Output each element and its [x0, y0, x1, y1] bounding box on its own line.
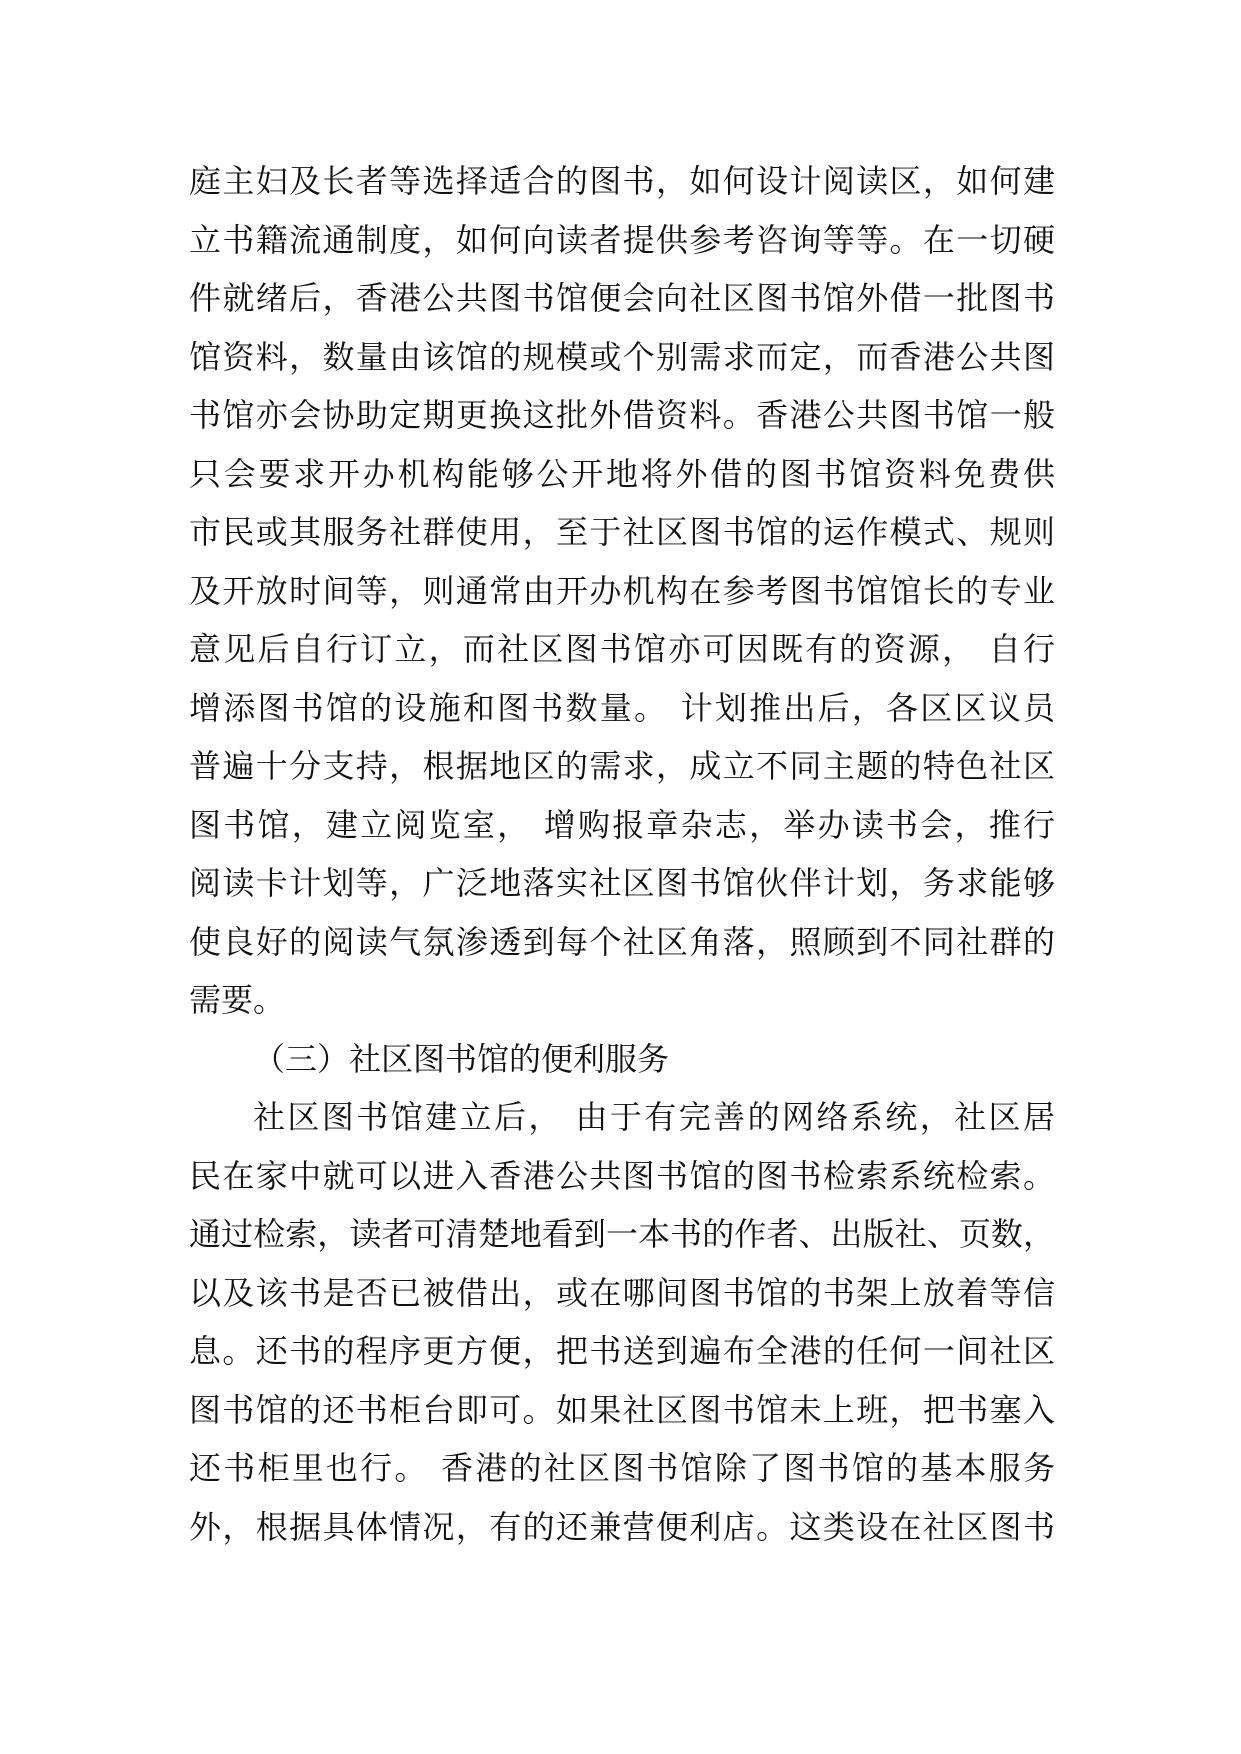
paragraph-line: 阅读卡计划等，广泛地落实社区图书馆伙伴计划，务求能够: [189, 864, 1055, 902]
body-paragraph-1: [189, 152, 1055, 1030]
paragraph-last-line: 需要。: [189, 981, 286, 1019]
paragraph-line: 增添图书馆的设施和图书数量。 计划推出后，各区区议员: [189, 688, 1055, 727]
paragraph-line: 还书柜里也行。 香港的社区图书馆除了图书馆的基本服务: [189, 1449, 1055, 1487]
paragraph-line: 书馆亦会协助定期更换这批外借资料。香港公共图书馆一般: [189, 396, 1055, 434]
paragraph-line: 市民或其服务社群使用，至于社区图书馆的运作模式、规则: [189, 513, 1055, 551]
paragraph-line: 息。还书的程序更方便，把书送到遍布全港的任何一间社区: [189, 1332, 1055, 1370]
paragraph-line: 件就绪后，香港公共图书馆便会向社区图书馆外借一批图书: [189, 279, 1055, 317]
document-body: [189, 152, 1055, 1556]
paragraph-line: 使良好的阅读气氛渗透到每个社区角落，照顾到不同社群的: [189, 922, 1055, 961]
paragraph-line: 图书馆的还书柜台即可。如果社区图书馆未上班，把书塞入: [189, 1390, 1055, 1429]
paragraph-first-line: 社区图书馆建立后， 由于有完善的网络系统，社区居: [253, 1098, 1055, 1136]
section-heading: （三）社区图书馆的便利服务: [253, 1039, 670, 1078]
paragraph-line: 普遍十分支持，根据地区的需求，成立不同主题的特色社区: [189, 747, 1055, 785]
paragraph-line: 外，根据具体情况，有的还兼营便利店。这类设在社区图书: [189, 1507, 1055, 1546]
body-paragraph-2: [189, 1088, 1055, 1556]
paragraph-line: 立书籍流通制度，如何向读者提供参考咨询等等。在一切硬: [189, 220, 1055, 259]
paragraph-line: 庭主妇及长者等选择适合的图书，如何设计阅读区，如何建: [189, 162, 1055, 200]
paragraph-line: 意见后自行订立，而社区图书馆亦可因既有的资源， 自行: [189, 630, 1055, 668]
paragraph-line: 以及该书是否已被借出，或在哪间图书馆的书架上放着等信: [189, 1273, 1055, 1312]
paragraph-line: 馆资料，数量由该馆的规模或个别需求而定，而香港公共图: [189, 337, 1055, 376]
paragraph-line: 只会要求开办机构能够公开地将外借的图书馆资料免费供: [189, 454, 1055, 493]
paragraph-line: 图书馆，建立阅览室， 增购报章杂志，举办读书会，推行: [189, 805, 1055, 844]
paragraph-line: 民在家中就可以进入香港公共图书馆的图书检索系统检索。: [189, 1156, 1055, 1195]
paragraph-line: 通过检索，读者可清楚地看到一本书的作者、出版社、页数，: [189, 1215, 1055, 1253]
paragraph-line: 及开放时间等，则通常由开办机构在参考图书馆馆长的专业: [189, 571, 1055, 610]
